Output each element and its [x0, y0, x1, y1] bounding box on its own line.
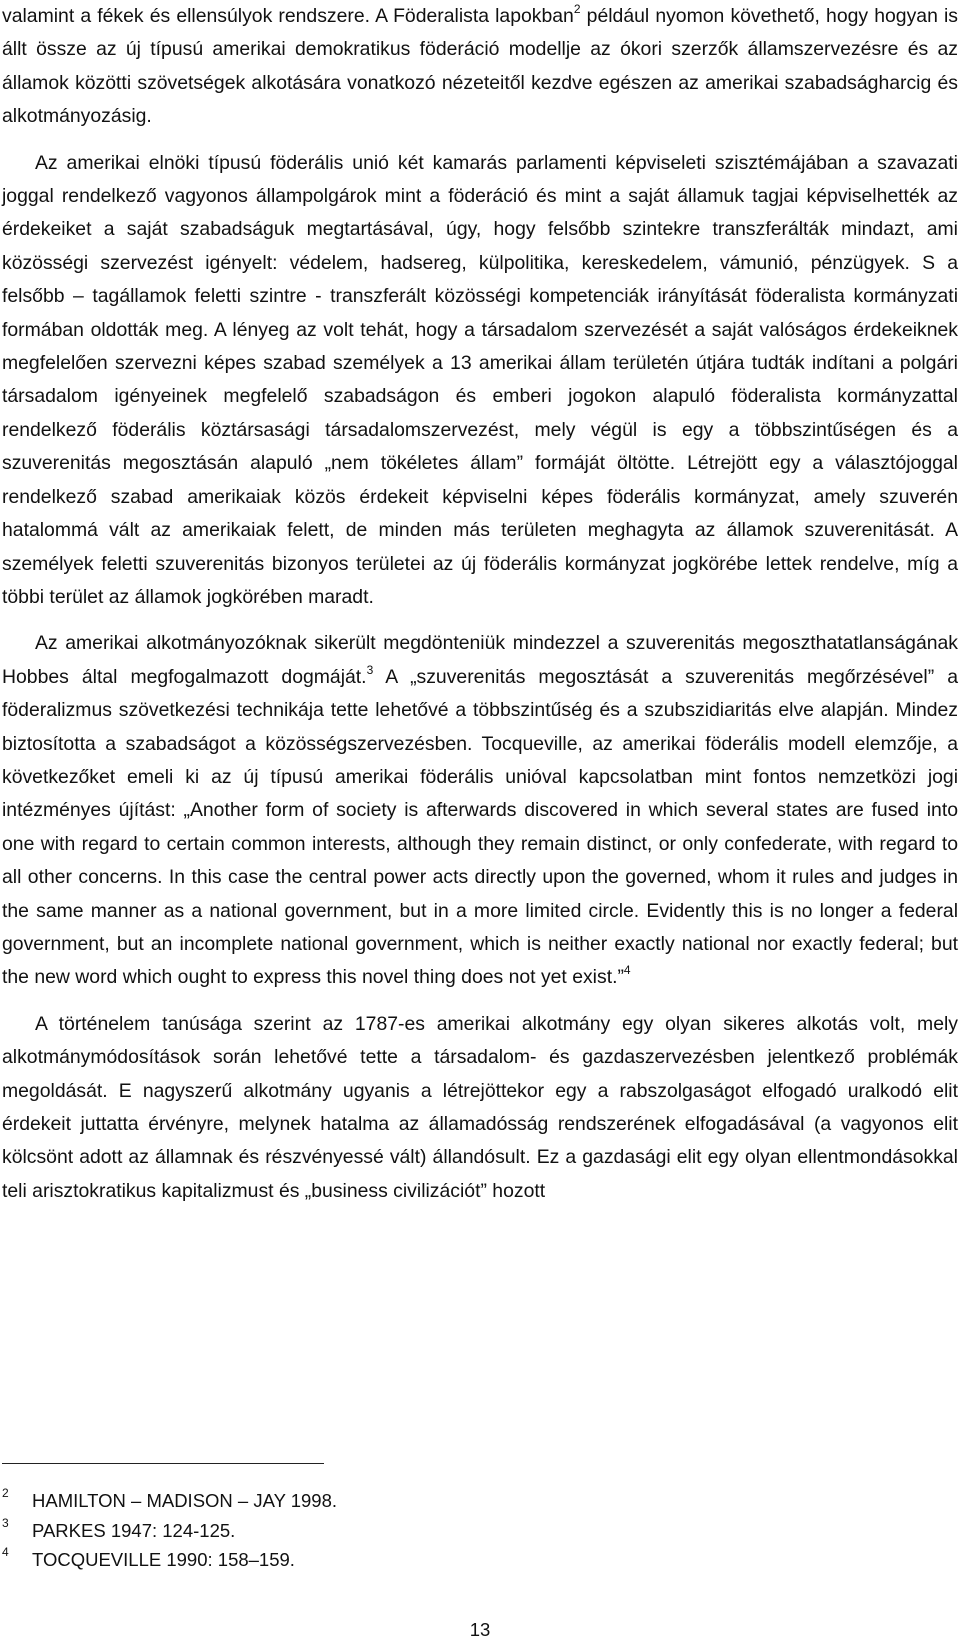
footnote-number: 3: [2, 1515, 9, 1530]
footnote-separator: [2, 1463, 324, 1464]
paragraph-1: [2, 0, 958, 134]
footnote-ref-3[interactable]: 3: [366, 662, 374, 677]
paragraph-1-text-a: valamint a fékek és ellensúlyok rendszere. A Föderalista lapokban: [2, 5, 574, 27]
footnote-3: [2, 1516, 702, 1546]
paragraph-3-text-b: A „szuverenitás megosztását a szuverenitás megőrzésével” a föderalizmus szövetkezési technikája tette lehetővé a többszintűség és a szubszidiaritás elve alapján. Mindez biztosította a szabadságot a közösségszervezésben. Tocqueville, az amerikai föderális modell elemzője, a következőket emeli ki az új típusú amerikai föderális unióval kapcsolatban mint fontos nemzetközi jogi intézményes újítást: „Another form of society is afterwards discovered in which several states are fused into one with regard to certain common interests, although they remain distinct, or only confederate, with regard to all other concerns. In this case the central power acts directly upon the governed, whom it rules and judges in the same manner as a national government, but in a more limited circle. Evidently this is no longer a federal government, but an incomplete national government, which is neither exactly national nor exactly federal; but the new word which ought to express this novel thing does not yet exist.”: [2, 665, 959, 989]
footnote-text: PARKES 1947: 124-125.: [32, 1519, 236, 1541]
main-text: [2, 0, 958, 1208]
paragraph-1-text-b: például nyomon követhető, hogy hogyan is állt össze az új típusú amerikai demokratikus föderáció modellje az ókori szerzők államszervezésre és az államok közötti szövetségek alkotására vonatkozó nézeteitől kezdve egészen az amerikai szabadságharcig és alkotmányozásig.: [2, 5, 958, 128]
paragraph-3-text-a: Az amerikai alkotmányozóknak sikerült megdönteniük mindezzel a szuverenitás megoszthatatlanságának Hobbes által megfogalmazott dogmáját.: [2, 632, 958, 688]
paragraph-3: [2, 627, 958, 994]
paragraph-4: A történelem tanúsága szerint az 1787-es amerikai alkotmány egy olyan sikeres alkotás volt, mely alkotmánymódosítások során lehetővé tette a társadalom- és gazdaszervezésben jelentkező problémák megoldását. E nagyszerű alkotmány ugyanis a létrejöttekor egy a rabszolgaságot elfogadó uralkodó elit érdekeit juttatta érvényre, melynek hatalma az államadósság rendszerének elfogadásával (a vagyonos elit kölcsönt adott az államnak és részvényessé vált) állandósult. Ez a gazdasági elit egy olyan ellentmondásokkal teli arisztokratikus kapitalizmust és „business civilizációt” hozott: [2, 1012, 958, 1202]
footnote-4: [2, 1545, 702, 1575]
footnote-number: 2: [2, 1486, 9, 1500]
footnote-text: HAMILTON – MADISON – JAY 1998.: [32, 1490, 338, 1511]
footnote-number: 4: [2, 1545, 9, 1559]
footnote-ref-2[interactable]: 2: [573, 2, 581, 16]
footnote-text: TOCQUEVILLE 1990: 158–159.: [32, 1549, 295, 1570]
footnote-ref-4[interactable]: 4: [623, 963, 631, 978]
page-number: 13: [469, 1619, 491, 1640]
footnotes: [2, 1486, 702, 1575]
footnote-2: [2, 1486, 702, 1516]
paragraph-2: Az amerikai elnöki típusú föderális unió két kamarás parlamenti képviseleti szisztémájában a szavazati joggal rendelkező vagyonos állampolgárok mint a föderáció és mint a saját államuk tagjai képviselhették az érdekeiket a saját szabadságuk megtartásával, úgy, hogy felsőbb szintekre transzferálták mindazt, ami közösségi szervezést igényelt: védelem, hadsereg, külpolitika, kereskedelem, vámunió, pénzügyek. S a felsőbb – tagállamok feletti szintre - transzferált közösségi kompetenciák irányítását föderalista kormányzati formában oldották meg. A lényeg az volt tehát, hogy a társadalom szervezését a saját valóságos érdekeiknek megfelelően szervezni képes szabad személyek a 13 amerikai állam területén útjára tudták indítani a polgári társadalom igényeinek megfelelő szabadságon és emberi jogokon alapuló föderalista kormányzattal rendelkező föderális köztársasági társadalomszervezést, mely végül is egy a többszintűségen és a szuverenitás megosztásán alapuló „nem tökéletes állam” formáját öltötte. Létrejött egy a választójoggal rendelkező szabad amerikaiak közös érdekeit képviselni képes föderális kormányzat, amely szuverén hatalommá vált az amerikaiak felett, de minden más területen meghagyta az államok szuverenitását. A személyek feletti szuverenitás bizonyos területei az új föderális kormányzat jogkörébe lettek rendelve, míg a többi terület az államok jogkörében maradt.: [2, 151, 958, 608]
